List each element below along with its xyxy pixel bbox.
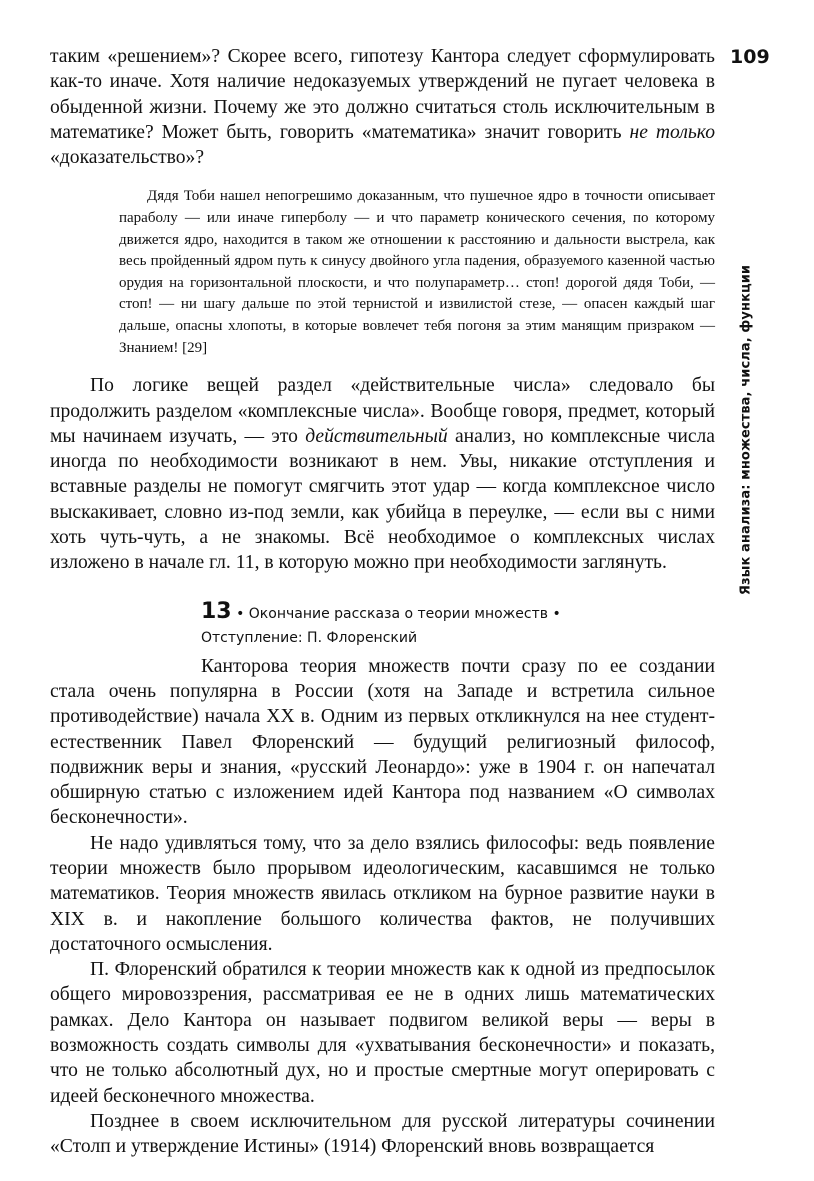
paragraph-2-end: анализ, но комплексные числа иногда по необходимости возникают в нем. Увы, никакие отступления и вставные разделы не помогут смягчить этот удар — когда комплексное число выскакивает, словно из-под земли, как убийца в переулке, — если вы с ними хоть чуть-чуть, а не знакомы. Всё необходимое о комплексных числах изложено в начале гл. 11, в которую можно при необходимости заглянуть. <box>50 425 715 574</box>
paragraph-2 <box>50 373 715 575</box>
paragraph-2-emphasis: действительный <box>305 425 448 447</box>
paragraph-4: Не надо удивляться тому, что за дело взялись философы: ведь появление теории множеств было прорывом идеологическим, касавшимся не только математиков. Теория множеств явилась откликом на бурное развитие науки в XIX в. и накопление большого количества фактов, не получивших достаточного осмысления. <box>50 832 715 955</box>
paragraph-5: П. Флоренский обратился к теории множеств как к одной из предпосылок общего мировоззрения, рассматривая ее не в одних лишь математических рамках. Дело Кантора он называет подвигом великой веры — веры в возможность создать символы для «ухватывания бесконечности» и показать, что не только абсолютный дух, но и простые смертные могут оперировать с идеей бесконечного множества. <box>50 959 715 1107</box>
section-number: 13 <box>201 598 232 624</box>
section-subtitle: Отступление: П. Флоренский <box>201 629 418 646</box>
section-title: • Окончание рассказа о теории множеств • <box>231 605 561 622</box>
running-head: Язык анализа: множества, числа, функции <box>738 264 754 596</box>
paragraph-1 <box>50 44 715 170</box>
epigraph-quote <box>119 186 715 359</box>
paragraph-6: Позднее в своем исключительном для русской литературы сочинении «Столп и утверждение Истины» (1914) Флоренский вновь возвращается <box>50 1110 715 1158</box>
quote-text: Дядя Тоби нашел непогрешимо доказанным, что пушечное ядро в точности описывает параболу — или иначе гиперболу — и что параметр конического сечения, по которому движется ядро, находится в таком же отношении к расстоянию и дальности выстрела, как весь пройденный ядром путь к синусу двойного угла падения, образуемого казенной частью орудия на горизонтальной плоскости, и что полупараметр… стоп! дорогой дядя Тоби, — стоп! — ни шагу дальше по этой тернистой и извилистой стезе, — опасен каждый шаг дальше, опасны хлопоты, в которые вовлечет тебя погоня за этим манящим призраком — Знанием! [29] <box>119 188 715 356</box>
paragraph-1-text: таким «решением»? Скорее всего, гипотезу Кантора следует сформулировать как-то иначе. Хотя наличие недоказуемых утверждений не пугает человека в обыденной жизни. Почему же это должно считаться столь исключительным в математике? Может быть, говорить «математика» значит говорить <box>50 46 715 143</box>
paragraph-1-end: «доказательство»? <box>50 147 205 169</box>
paragraph-1-emphasis: не только <box>629 121 715 143</box>
paragraph-3: Канторова теория множеств почти сразу по ее создании стала очень популярна в России (хотя на Западе и встретила сильное противодействие) начала XX в. Одним из первых откликнулся на нее студент-естественник Павел Флоренский — будущий религиозный философ, подвижник веры и знания, «русский Леонардо»: уже в 1904 г. он напечатал обширную статью с изложением идей Кантора под названием «О символах бесконечности». <box>50 655 715 829</box>
section-heading <box>201 600 715 650</box>
text-column <box>50 44 715 1160</box>
page-number: 109 <box>730 46 770 68</box>
paragraph-2-text: По логике вещей раздел «действительные числа» следовало бы продолжить разделом «комплексные числа». Вообще говоря, предмет, который мы начинаем изучать, — это <box>50 375 715 447</box>
